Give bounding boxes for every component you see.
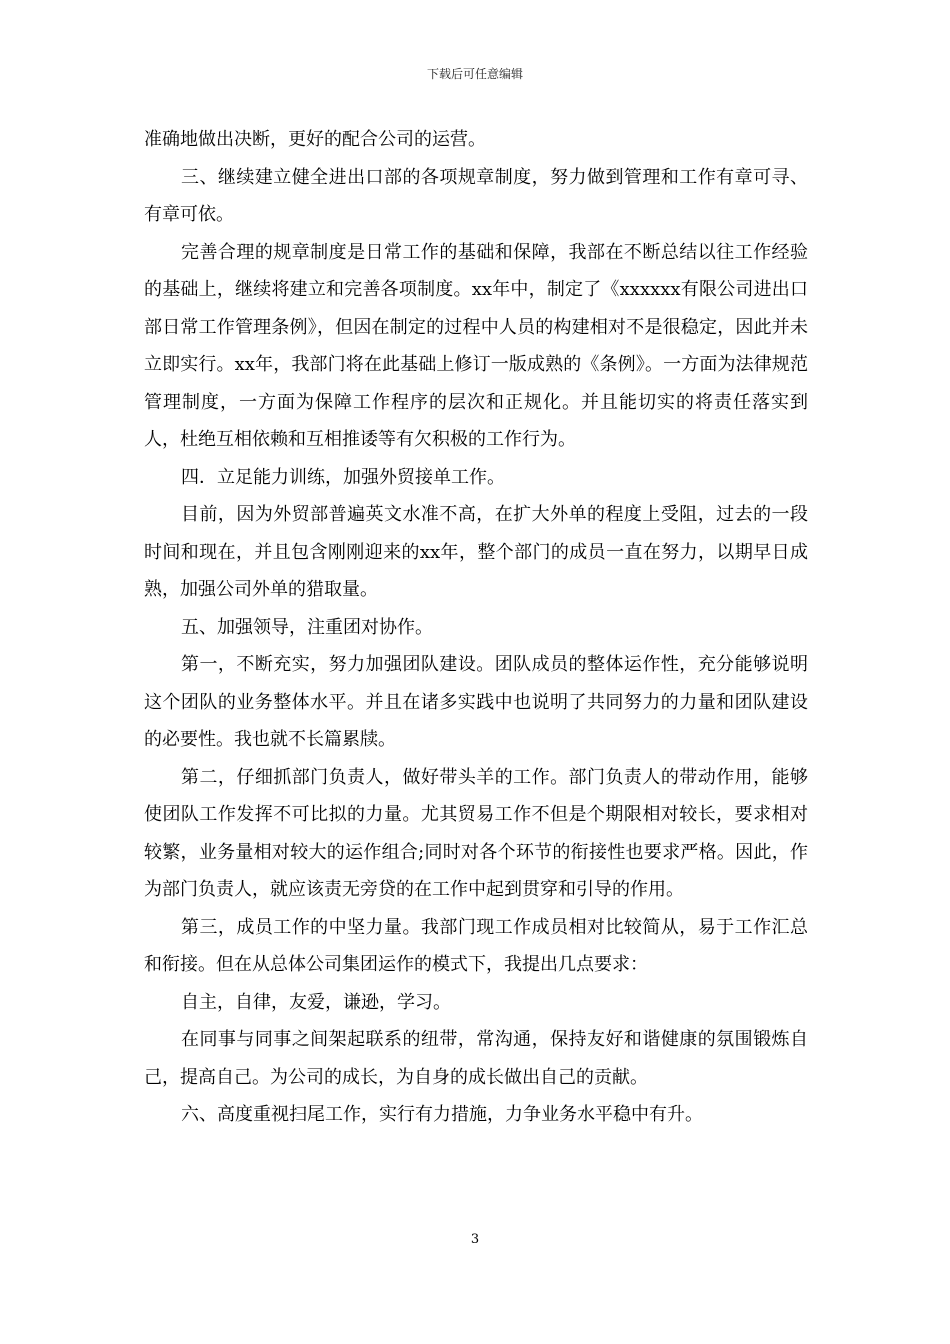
paragraph: 目前，因为外贸部普遍英文水准不高，在扩大外单的程度上受阻，过去的一段时间和现在，并且包含刚刚迎来的xx年，整个部门的成员一直在努力，以期早日成熟，加强公司外单的猎取量。 — [144, 504, 808, 600]
paragraph: 第一，不断充实，努力加强团队建设。团队成员的整体运作性，充分能够说明这个团队的业务整体水平。并且在诸多实践中也说明了共同努力的力量和团队建设的必要性。我也就不长篇累牍。 — [144, 654, 808, 750]
section-heading: 五、加强领导，注重团对协作。 — [181, 616, 433, 638]
section-heading: 三、继续建立健全进出口部的各项规章制度，努力做到管理和工作有章可寻、有章可依。 — [144, 166, 808, 225]
page-number: 3 — [470, 1232, 480, 1247]
document-body — [144, 121, 808, 1134]
paragraph: 第三，成员工作的中坚力量。我部门现工作成员相对比较简从，易于工作汇总和衔接。但在从总体公司集团运作的模式下，我提出几点要求： — [144, 916, 808, 975]
paragraph: 在同事与同事之间架起联系的纽带，常沟通，保持友好和谐健康的氛围锻炼自己，提高自己。为公司的成长，为自身的成长做出自己的贡献。 — [144, 1029, 808, 1088]
paragraph: 完善合理的规章制度是日常工作的基础和保障，我部在不断总结以往工作经验的基础上，继续将建立和完善各项制度。xx年中，制定了《xxxxxx有限公司进出口部日常工作管理条例》，但因在制定的过程中人员的构建相对不是很稳定，因此并未立即实行。xx年，我部门将在此基础上修订一版成熟的《条例》。一方面为法律规范管理制度，一方面为保障工作程序的层次和正规化。并且能切实的将责任落实到人，杜绝互相依赖和互相推诿等有欠积极的工作行为。 — [144, 241, 808, 450]
paragraph: 第二，仔细抓部门负责人，做好带头羊的工作。部门负责人的带动作用，能够使团队工作发挥不可比拟的力量。尤其贸易工作不但是个期限相对较长，要求相对较繁，业务量相对较大的运作组合;同时对各个环节的衔接性也要求严格。因此，作为部门负责人，就应该责无旁贷的在工作中起到贯穿和引导的作用。 — [144, 766, 808, 900]
paragraph: 自主，自律，友爱，谦逊，学习。 — [181, 991, 451, 1013]
section-heading: 六、高度重视扫尾工作，实行有力措施，力争业务水平稳中有升。 — [181, 1104, 703, 1125]
page-header: 下载后可任意编辑 — [426, 67, 523, 81]
paragraph: 准确地做出决断，更好的配合公司的运营。 — [144, 129, 486, 150]
section-heading: 四．立足能力训练，加强外贸接单工作。 — [181, 466, 505, 488]
